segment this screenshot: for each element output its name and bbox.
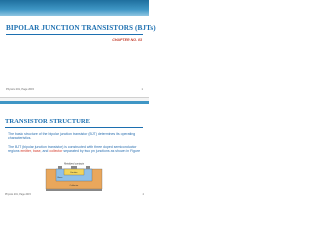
slide-footer: Physics 201, Page 2015 bbox=[6, 88, 34, 91]
metal-contact-emitter bbox=[71, 166, 77, 169]
title-underline bbox=[6, 34, 143, 35]
diagram-label-metal: Metalized contacts bbox=[64, 162, 84, 166]
document-page bbox=[0, 0, 156, 198]
metal-contact-base-2 bbox=[86, 166, 90, 169]
slide-page-number: 2 bbox=[142, 193, 144, 196]
paragraph-2-sep: , and bbox=[40, 149, 49, 154]
paragraph-2-text: separated by two pn junctions as shown in Figure bbox=[63, 149, 141, 154]
paragraph-2 bbox=[8, 145, 142, 154]
diagram-label-emitter: Emitter bbox=[70, 172, 78, 174]
term-emitter: emitter bbox=[20, 149, 31, 154]
slide-2 bbox=[0, 101, 149, 198]
term-collector: collector bbox=[49, 149, 63, 154]
slide-header-bar bbox=[0, 0, 149, 16]
slide-footer: Physics 201, Page 2015 bbox=[5, 193, 31, 196]
diagram-label-base: Base bbox=[57, 177, 63, 179]
bjt-structure-diagram bbox=[44, 161, 104, 191]
slide-title: BIPOLAR JUNCTION TRANSISTORS (BJTs) bbox=[6, 24, 156, 32]
metal-contact-collector bbox=[46, 189, 102, 191]
paragraph-1: The basic structure of the bipolar junction transistor (BJT) determines its operating characteristics. bbox=[8, 132, 136, 141]
paragraph-2-text: The BJT (bipolar junction transistor) is constructed with three doped semiconductor regions bbox=[8, 145, 137, 154]
metal-contact-base bbox=[58, 166, 62, 169]
diagram-label-collector: Collector bbox=[69, 185, 79, 187]
section-title: TRANSISTOR STRUCTURE bbox=[5, 118, 91, 125]
slide-1 bbox=[0, 0, 156, 98]
title-underline bbox=[5, 127, 143, 128]
chapter-label: CHAPTER NO. 03 bbox=[112, 38, 142, 42]
slide-page-number: 1 bbox=[141, 88, 143, 91]
slide-header-bar bbox=[0, 101, 149, 104]
paragraph-2-sep: , bbox=[30, 149, 32, 154]
term-base: base bbox=[32, 149, 41, 154]
